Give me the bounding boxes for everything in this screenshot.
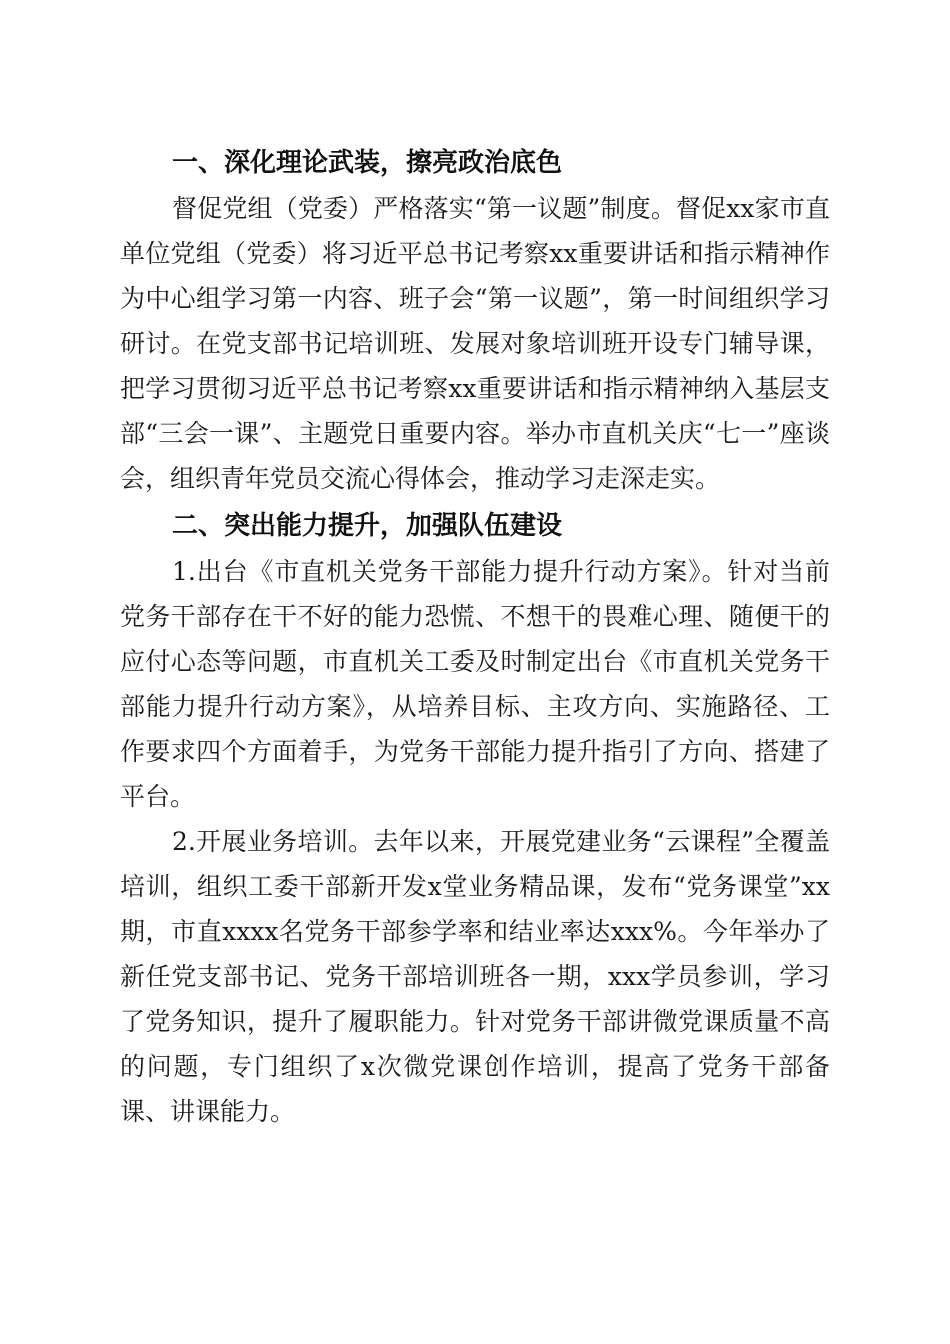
- section-2-paragraph-1: 1.出台《市直机关党务干部能力提升行动方案》。针对当前党务干部存在干不好的能力恐慌、不想干的畏难心理、随便干的应付心态等问题，市直机关工委及时制定出台《市直机关党务干部能力提升行动方案》，从培养目标、主攻方向、实施路径、工作要求四个方面着手，为党务干部能力提升指引了方向、搭建了平台。: [120, 557, 830, 811]
- section-heading-1: 一、深化理论武装，擦亮政治底色: [172, 148, 563, 178]
- section-heading-2: 二、突出能力提升，加强队伍建设: [172, 511, 563, 541]
- section-2-paragraph-2: 2.开展业务培训。去年以来，开展党建业务“云课程”全覆盖培训，组织工委干部新开发x堂业务精品课，发布“党务课堂”xx期，市直xxxx名党务干部参学率和结业率达xxx%。今年举办了新任党支部书记、党务干部培训班各一期，xxx学员参训，学习了党务知识，提升了履职能力。针对党务干部讲微党课质量不高的问题，专门组织了x次微党课创作培训，提高了党务干部备课、讲课能力。: [120, 827, 830, 1126]
- document-body: [120, 140, 830, 1134]
- section-1-paragraph-1: 督促党组（党委）严格落实“第一议题”制度。督促xx家市直单位党组（党委）将习近平总书记考察xx重要讲话和指示精神作为中心组学习第一内容、班子会“第一议题”，第一时间组织学习研讨。在党支部书记培训班、发展对象培训班开设专门辅导课，把学习贯彻习近平总书记考察xx重要讲话和指示精神纳入基层支部“三会一课”、主题党日重要内容。举办市直机关庆“七一”座谈会，组织青年党员交流心得体会，推动学习走深走实。: [120, 194, 830, 493]
